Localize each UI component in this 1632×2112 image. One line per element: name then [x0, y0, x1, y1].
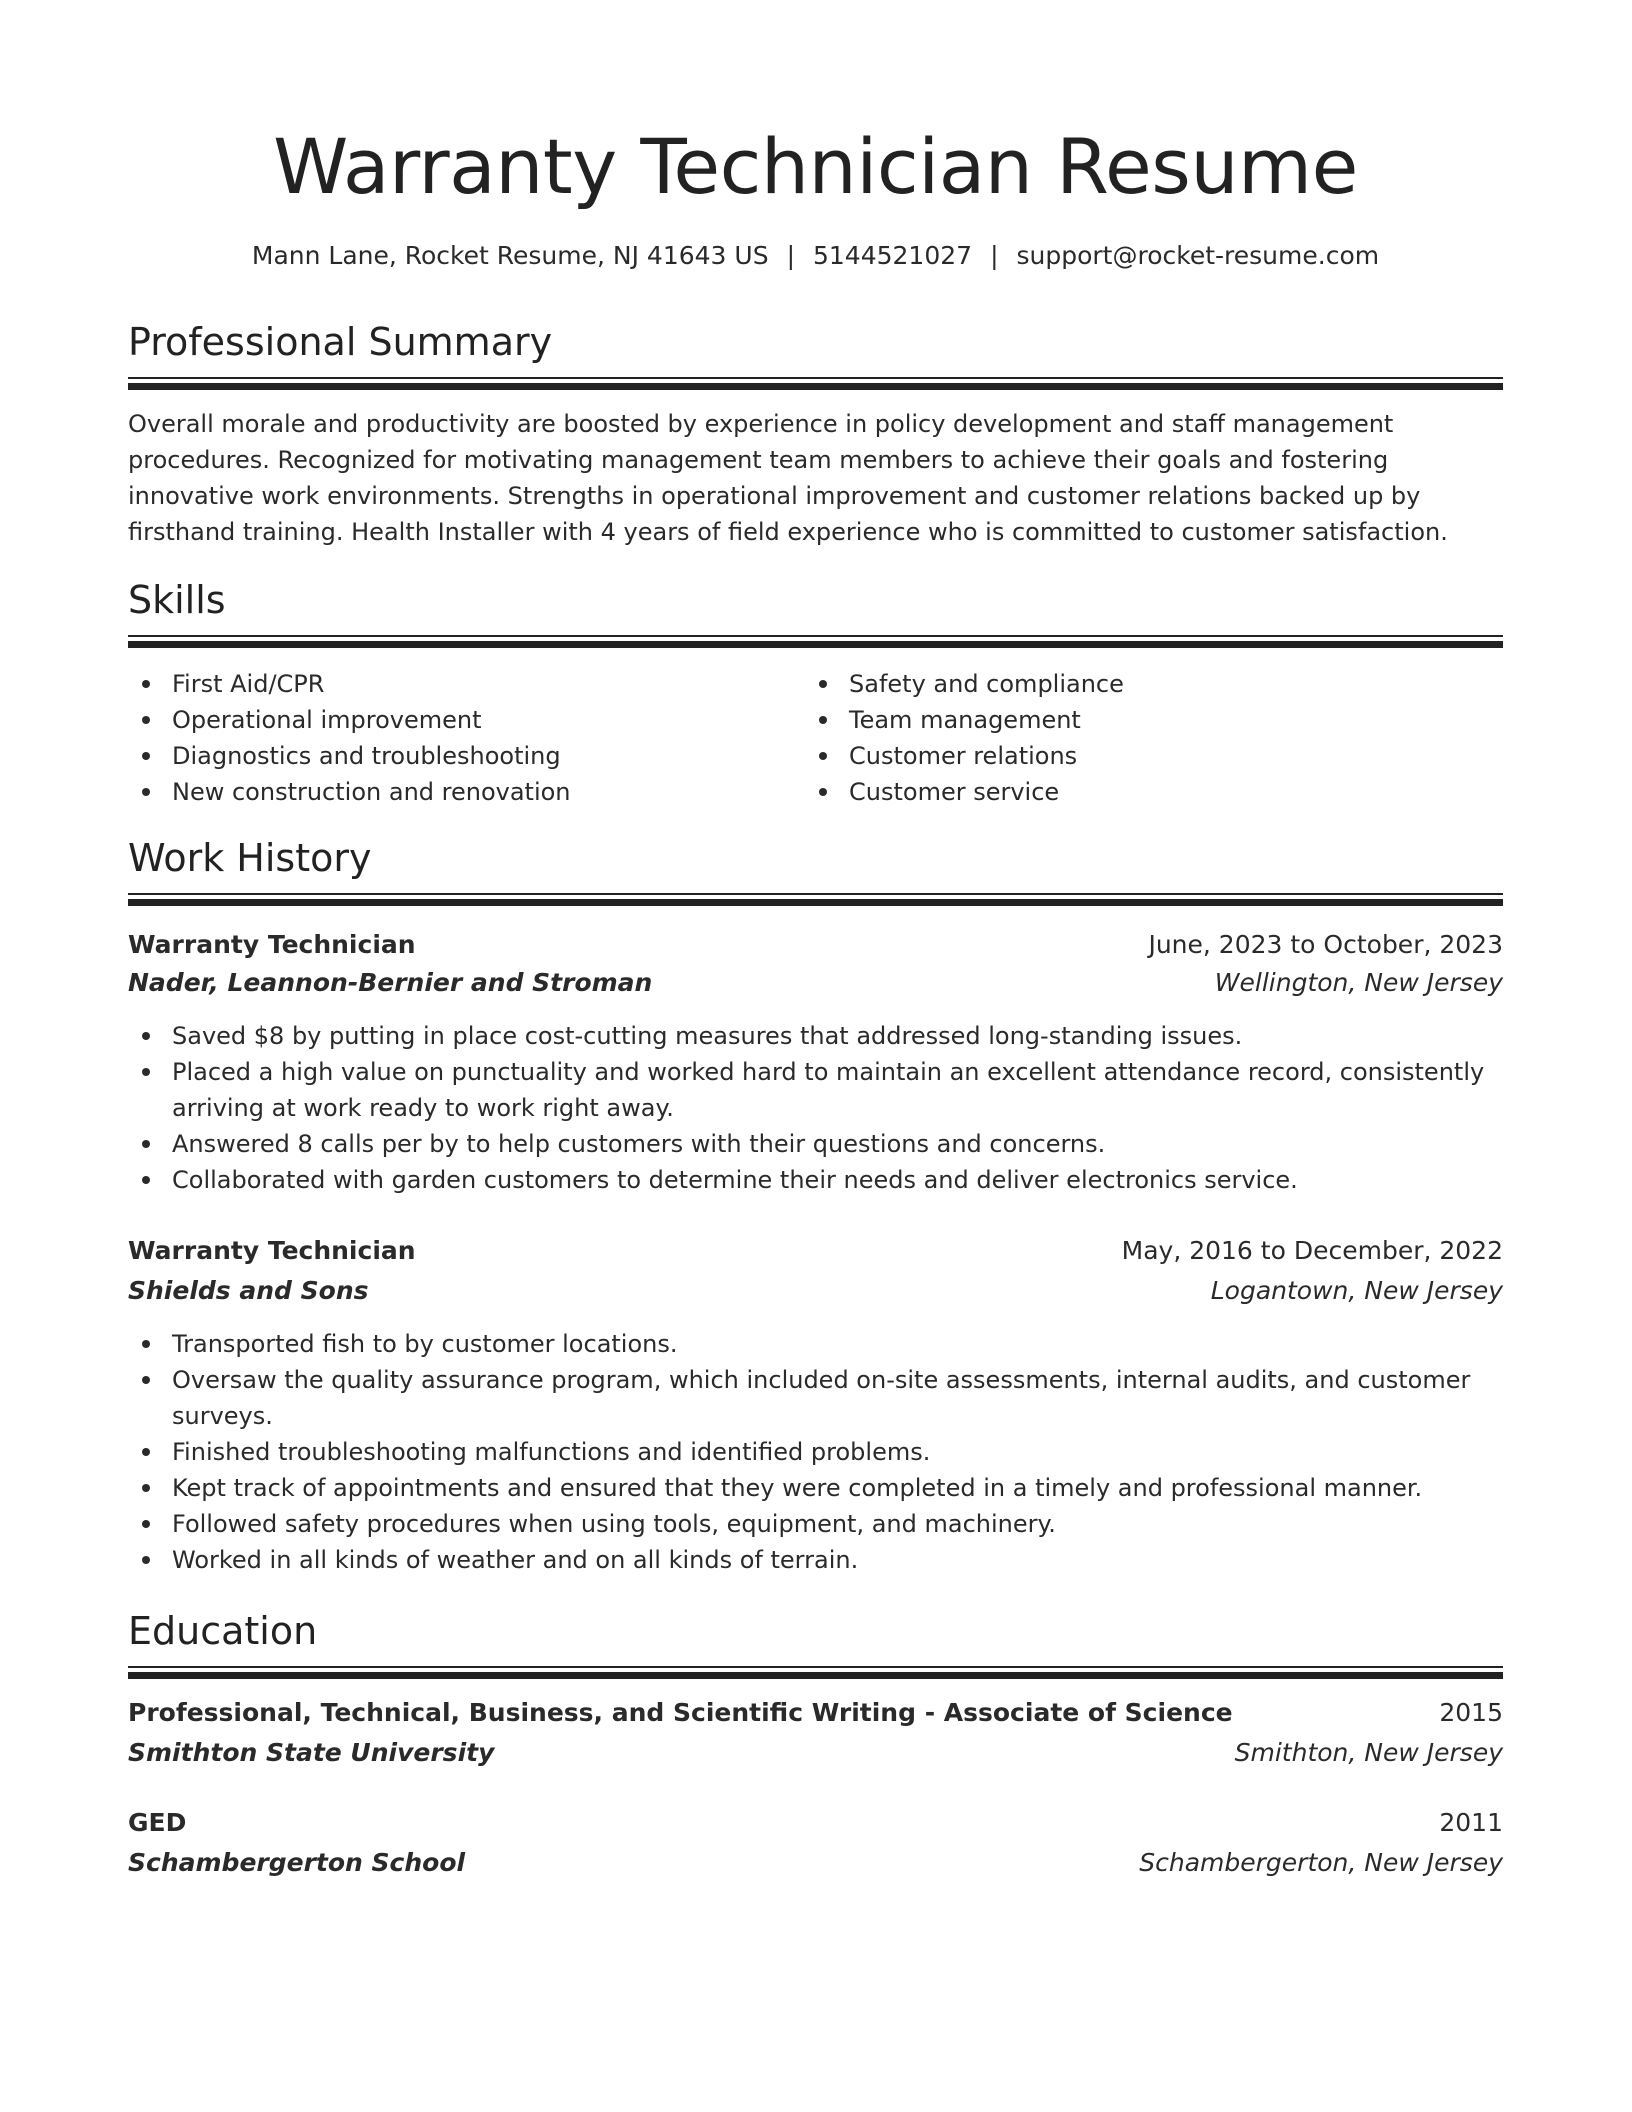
- skill-item: Diagnostics and troubleshooting: [128, 738, 788, 774]
- job-bullet: Saved $8 by putting in place cost-cutting measures that addressed long-standing issues.: [128, 1018, 1503, 1054]
- resume-title: Warranty Technician Resume: [273, 122, 1358, 211]
- skill-item: Safety and compliance: [805, 666, 1485, 702]
- job-bullet: Placed a high value on punctuality and worked hard to maintain an excellent attendance record, consistently arriving at work ready to work right away.: [128, 1054, 1503, 1126]
- job-title-row: [128, 925, 1503, 965]
- education-school-row: [128, 1843, 1503, 1883]
- job-dates: May, 2016 to December, 2022: [1121, 1236, 1503, 1265]
- education-year: 2015: [1439, 1698, 1503, 1727]
- job-company: Nader, Leannon-Bernier and Stroman: [128, 968, 653, 997]
- section-divider: [128, 893, 1503, 907]
- skills-list-right: [805, 666, 1485, 810]
- job-title: Warranty Technician: [128, 1236, 416, 1265]
- job-bullet: Collaborated with garden customers to determine their needs and deliver electronics service.: [128, 1162, 1503, 1198]
- contact-phone: 5144521027: [813, 241, 973, 270]
- job-location: Logantown, New Jersey: [1210, 1276, 1503, 1305]
- education-school: Smithton State University: [128, 1738, 495, 1767]
- education-degree: GED: [128, 1808, 187, 1837]
- job-bullet: Worked in all kinds of weather and on all kinds of terrain.: [128, 1542, 1503, 1578]
- contact-separator: |: [990, 241, 999, 270]
- education-school-row: [128, 1733, 1503, 1773]
- job-bullets: [128, 1018, 1503, 1198]
- job-company-row: [128, 1271, 1503, 1311]
- education-degree-row: [128, 1803, 1503, 1843]
- section-heading-summary: Professional Summary: [128, 320, 553, 364]
- job-location: Wellington, New Jersey: [1214, 968, 1503, 997]
- section-heading-skills: Skills: [128, 578, 226, 622]
- job-bullet: Followed safety procedures when using tools, equipment, and machinery.: [128, 1506, 1503, 1542]
- education-year: 2011: [1439, 1808, 1503, 1837]
- education-degree-row: [128, 1693, 1503, 1733]
- education-location: Smithton, New Jersey: [1234, 1738, 1503, 1767]
- job-bullet: Oversaw the quality assurance program, which included on-site assessments, internal audits, and customer surveys.: [128, 1362, 1503, 1434]
- contact-address: Mann Lane, Rocket Resume, NJ 41643 US: [251, 241, 769, 270]
- section-divider: [128, 377, 1503, 391]
- job-company: Shields and Sons: [128, 1276, 369, 1305]
- job-company-row: [128, 963, 1503, 1003]
- job-title-row: [128, 1231, 1503, 1271]
- summary-text: Overall morale and productivity are boosted by experience in policy development and staff management procedures. Recognized for motivating management team members to achieve their goals and fostering innovative work environments. Strengths in operational improvement and customer relations backed up by firsthand training. Health Installer with 4 years of field experience who is committed to customer satisfaction.: [128, 410, 1448, 546]
- job-bullet: Transported fish to by customer locations.: [128, 1326, 1503, 1362]
- section-divider: [128, 1666, 1503, 1680]
- education-school: Schambergerton School: [128, 1848, 466, 1877]
- skill-item: Operational improvement: [128, 702, 788, 738]
- contact-email[interactable]: support@rocket-resume.com: [1016, 241, 1380, 270]
- education-location: Schambergerton, New Jersey: [1139, 1848, 1503, 1877]
- job-title: Warranty Technician: [128, 930, 416, 959]
- education-degree: Professional, Technical, Business, and Scientific Writing - Associate of Science: [128, 1698, 1233, 1727]
- job-bullet: Finished troubleshooting malfunctions and identified problems.: [128, 1434, 1503, 1470]
- job-bullet: Answered 8 calls per by to help customers with their questions and concerns.: [128, 1126, 1503, 1162]
- skills-list-left: [128, 666, 788, 810]
- skill-item: Customer service: [805, 774, 1485, 810]
- job-bullet: Kept track of appointments and ensured that they were completed in a timely and professional manner.: [128, 1470, 1503, 1506]
- section-heading-education: Education: [128, 1609, 318, 1653]
- job-bullets: [128, 1326, 1503, 1578]
- skill-item: New construction and renovation: [128, 774, 788, 810]
- section-divider: [128, 635, 1503, 649]
- skill-item: Team management: [805, 702, 1485, 738]
- section-heading-work-history: Work History: [128, 836, 372, 880]
- skill-item: Customer relations: [805, 738, 1485, 774]
- job-dates: June, 2023 to October, 2023: [1148, 930, 1503, 959]
- contact-line: [128, 236, 1503, 276]
- skill-item: First Aid/CPR: [128, 666, 788, 702]
- contact-separator: |: [786, 241, 795, 270]
